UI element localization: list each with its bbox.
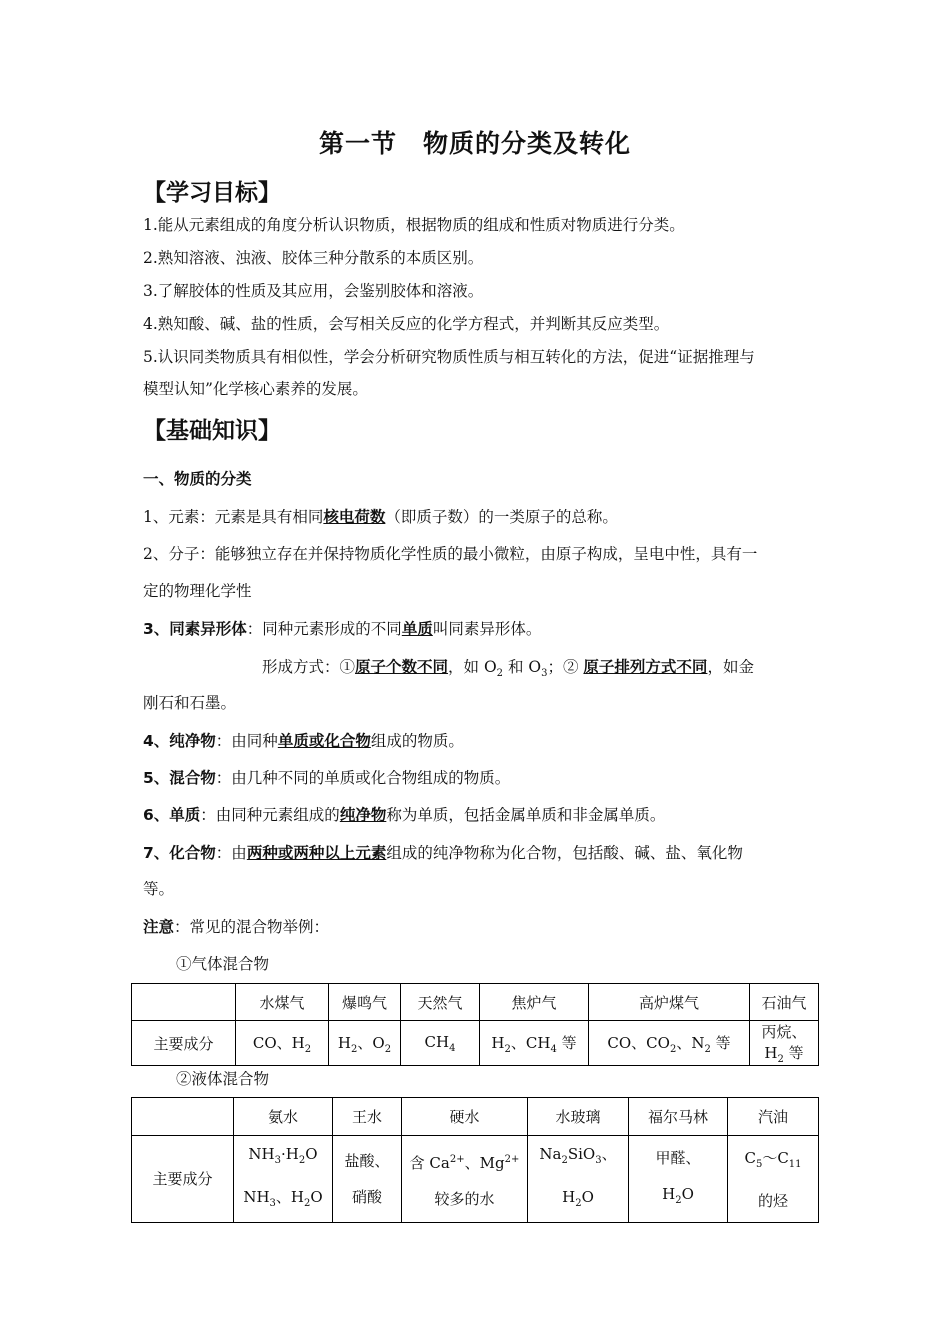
- table-header-row: 氨水 王水 硬水 水玻璃 福尔马林 汽油: [132, 1098, 819, 1136]
- simple-substance-definition: 6、单质：由同种元素组成的纯净物称为单质，包括金属单质和非金属单质。: [143, 806, 666, 824]
- compound-definition-cont: 等。: [143, 880, 175, 898]
- page-title: 第一节 物质的分类及转化: [318, 129, 631, 158]
- objective-item: 4.熟知酸、碱、盐的性质，会写相关反应的化学方程式，并判断其反应类型。: [143, 315, 670, 333]
- note: 注意：常见的混合物举例：: [143, 918, 330, 936]
- answer-blank: 原子个数不同: [355, 658, 449, 676]
- formation-methods-cont: 刚石和石墨。: [143, 694, 237, 712]
- compound-definition: 7、化合物：由两种或两种以上元素组成的纯净物称为化合物，包括酸、碱、盐、氧化物: [143, 844, 743, 862]
- objective-item: 5.认识同类物质具有相似性，学会分析研究物质性质与相互转化的方法，促进“证据推理与: [143, 348, 755, 366]
- answer-blank: 原子排列方式不同: [583, 658, 708, 676]
- objectives-heading: 【学习目标】: [143, 180, 281, 206]
- objective-item: 2.熟知溶液、浊液、胶体三种分散系的本质区别。: [143, 249, 484, 267]
- table-row: 主要成分 CO、$H_2$ $H_2$、$O_2$ $CH_4$ $H_2$、$CH_4$ 等 CO、$CO_2$、$N_2$ 等 丙烷、$H_2$ 等: [132, 1021, 819, 1066]
- answer-blank: 单质或化合物: [277, 732, 371, 750]
- element-definition: 1、元素：元素是具有相同核电荷数（即质子数）的一类原子的总称。: [143, 508, 618, 526]
- answer-blank: 核电荷数: [323, 508, 386, 526]
- gas-mixture-table: [131, 983, 819, 1066]
- answer-blank: 两种或两种以上元素: [246, 844, 387, 862]
- gas-table-caption: ①气体混合物: [176, 955, 270, 973]
- table-header-row: 水煤气 爆鸣气 天然气 焦炉气 高炉煤气 石油气: [132, 984, 819, 1021]
- basics-heading: 【基础知识】: [143, 418, 281, 444]
- answer-blank: 单质: [401, 620, 433, 638]
- objective-item: 1.能从元素组成的角度分析认识物质，根据物质的组成和性质对物质进行分类。: [143, 216, 685, 234]
- pure-substance-definition: 4、纯净物：由同种单质或化合物组成的物质。: [143, 732, 464, 750]
- objective-item: 模型认知”化学核心素养的发展。: [143, 380, 368, 398]
- table-row: 主要成分 $NH_3\cdot H_2O$ $NH_3$、$H_2O$ 盐酸、 硝酸 含 $Ca^{2+}$、$Mg^{2+}$ 较多的水 $Na_2SiO_3$、 $H_2O$ 甲醛、 $H_2O$ $C_5\sim C_{11}$ 的烃: [132, 1136, 819, 1223]
- liquid-table-caption: ②液体混合物: [176, 1070, 270, 1088]
- subsection-heading: 一、物质的分类: [143, 470, 252, 488]
- liquid-mixture-table: [131, 1097, 819, 1223]
- formation-methods: 形成方式：①原子个数不同，如 $O_2$ 和 $O_3$；② 原子排列方式不同，如金: [262, 658, 754, 680]
- molecule-definition: 2、分子：能够独立存在并保持物质化学性质的最小微粒，由原子构成，呈电中性，具有一: [143, 545, 758, 563]
- objective-item: 3.了解胶体的性质及其应用，会鉴别胶体和溶液。: [143, 282, 484, 300]
- allotrope-definition: 3、同素异形体：同种元素形成的不同单质叫同素异形体。: [143, 620, 542, 638]
- molecule-definition-cont: 定的物理化学性: [143, 582, 252, 600]
- answer-blank: 纯净物: [339, 806, 387, 824]
- mixture-definition: 5、混合物：由几种不同的单质或化合物组成的物质。: [143, 769, 511, 787]
